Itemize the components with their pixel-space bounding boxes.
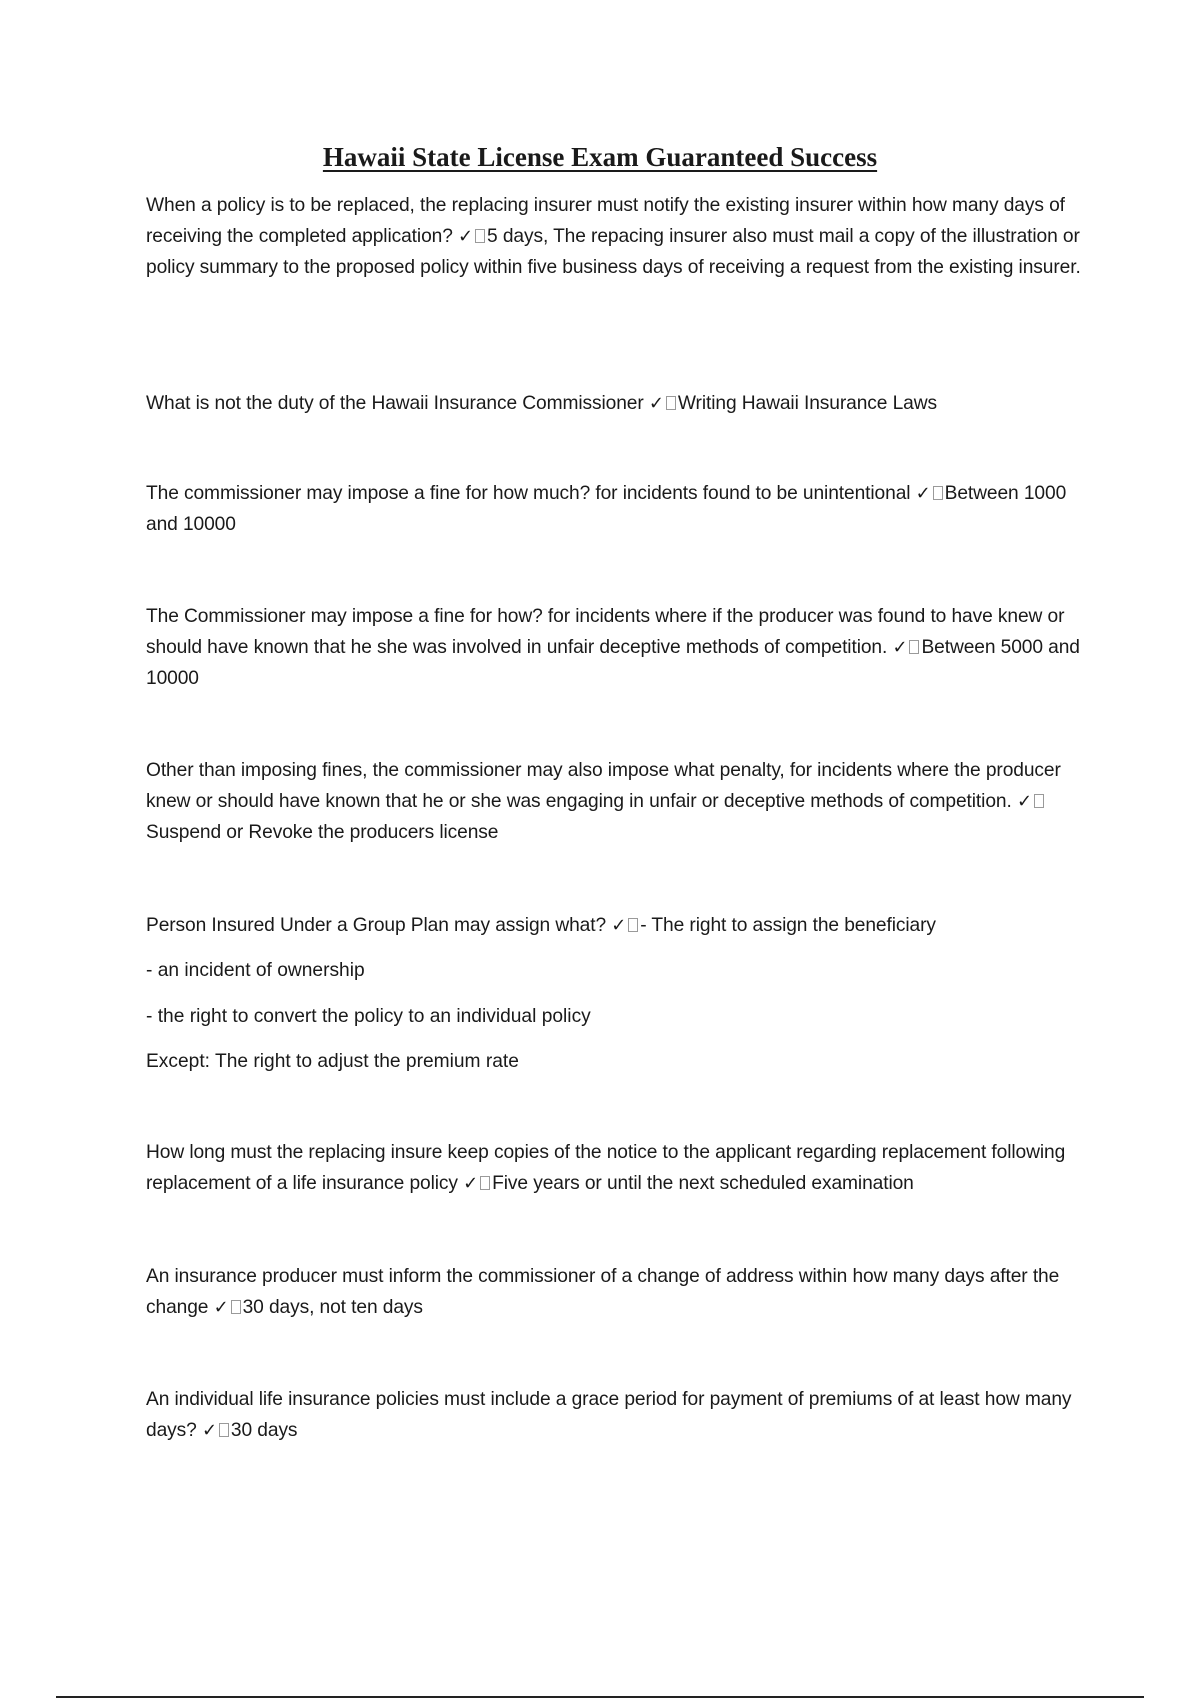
question-text: The Commissioner may impose a fine for how? for incidents where if the producer was found to have knew or should have known that he she was involved in unfair deceptive methods of competition. (146, 606, 1065, 658)
checkmark-icon: ✓ (213, 1297, 229, 1318)
checkmark-icon: ✓ (611, 915, 627, 936)
qa-item (146, 190, 1096, 283)
question-text: Person Insured Under a Group Plan may assign what? (146, 915, 607, 936)
qa-item (146, 755, 1096, 848)
checkmark-icon: ✓ (201, 1420, 217, 1441)
question-text: An individual life insurance policies must include a grace period for payment of premiums of at least how many days? (146, 1389, 1072, 1441)
qa-item (146, 601, 1096, 694)
answer-text: Suspend or Revoke the producers license (146, 822, 499, 843)
answer-text: Between 1000 and 10000 (146, 483, 1067, 535)
box-icon (933, 486, 943, 500)
question-text: The commissioner may impose a fine for how much? for incidents found to be unintentional (146, 483, 911, 504)
checkmark-icon: ✓ (892, 637, 908, 658)
question-text: An insurance producer must inform the commissioner of a change of address within how many days after the change (146, 1266, 1060, 1318)
box-icon (1034, 794, 1044, 808)
page-title-text: Hawaii State License Exam Guaranteed Success (322, 142, 878, 172)
checkmark-icon: ✓ (458, 226, 474, 247)
question-text: How long must the replacing insure keep copies of the notice to the applicant regarding replacement following replacement of a life insurance policy (146, 1142, 1066, 1194)
answer-text: 30 days (230, 1420, 298, 1441)
qa-item (146, 1137, 1096, 1199)
answer-text: Writing Hawaii Insurance Laws (677, 393, 937, 414)
checkmark-icon: ✓ (1016, 791, 1032, 812)
list-line: - the right to convert the policy to an individual policy (146, 1006, 591, 1027)
box-icon (219, 1423, 229, 1437)
qa-item (146, 910, 1096, 941)
qa-item (146, 1261, 1096, 1323)
answer-text: 5 days, The repacing insurer also must mail a copy of the illustration or policy summary to the proposed policy within five business days of receiving a request from the existing insurer. (146, 226, 1081, 278)
answer-text: Five years or until the next scheduled examination (492, 1173, 914, 1194)
qa-item (146, 1384, 1096, 1446)
list-line: - an incident of ownership (146, 960, 365, 981)
qa-item (146, 388, 1096, 419)
box-icon (231, 1300, 241, 1314)
box-icon (475, 229, 485, 243)
page-title (0, 140, 1200, 174)
box-icon (480, 1176, 490, 1190)
box-icon (909, 640, 919, 654)
box-icon (628, 918, 638, 932)
checkmark-icon: ✓ (463, 1173, 479, 1194)
answer-text: Between 5000 and 10000 (146, 637, 1080, 689)
question-text: When a policy is to be replaced, the replacing insurer must notify the existing insurer within how many days of receiving the completed application? (146, 195, 1065, 247)
qa-item (146, 478, 1096, 540)
answer-text: 30 days, not ten days (242, 1297, 423, 1318)
question-text: Other than imposing fines, the commissioner may also impose what penalty, for incidents where the producer knew or should have known that he or she was engaging in unfair or deceptive methods of competition. (146, 760, 1061, 812)
answer-text: - The right to assign the beneficiary (640, 915, 936, 936)
question-text: What is not the duty of the Hawaii Insurance Commissioner (146, 393, 644, 414)
checkmark-icon: ✓ (648, 393, 664, 414)
checkmark-icon: ✓ (915, 483, 931, 504)
footer-rule (56, 1696, 1144, 1698)
box-icon (666, 396, 676, 410)
list-line: Except: The right to adjust the premium rate (146, 1051, 519, 1072)
